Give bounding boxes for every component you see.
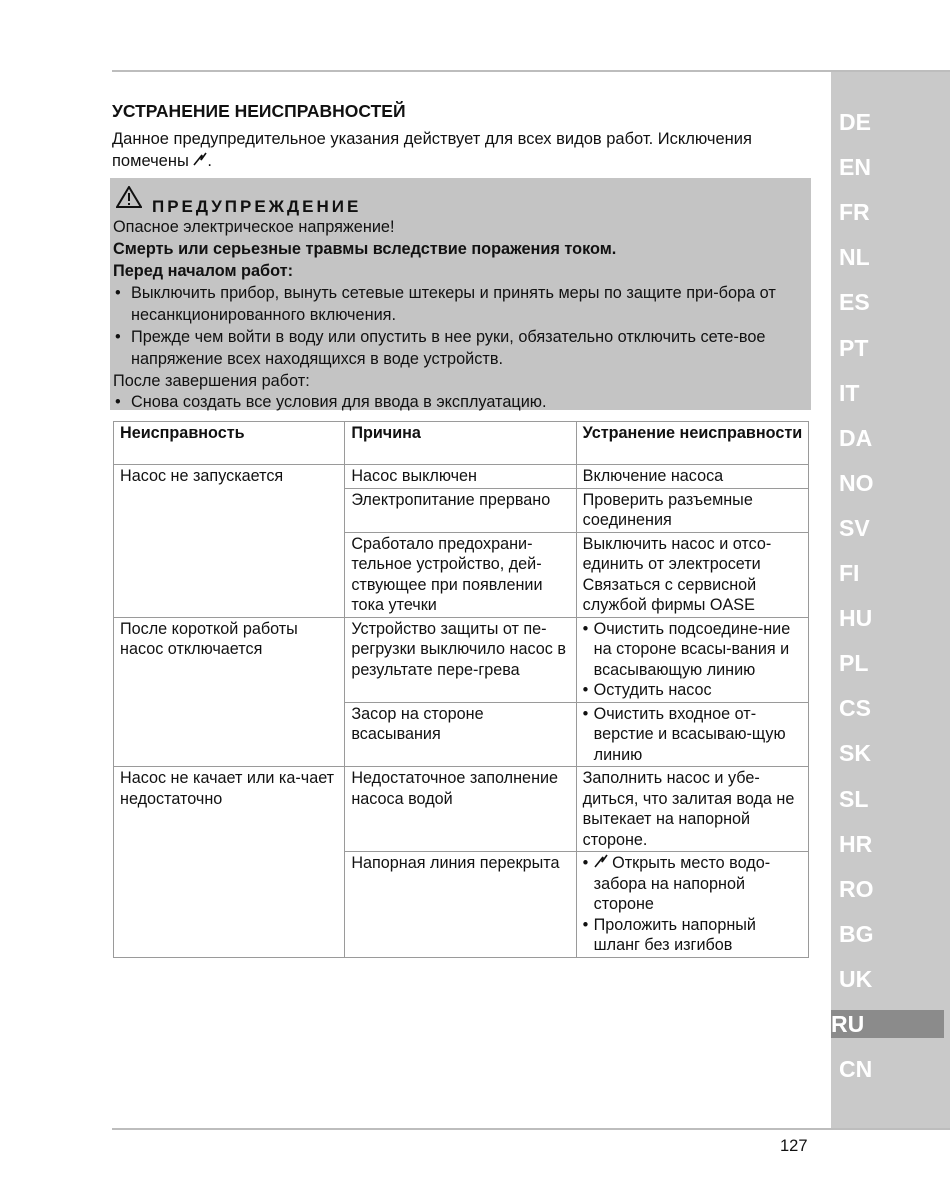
language-tab-pl[interactable]: PL: [839, 650, 869, 677]
language-tab-ru[interactable]: RU: [831, 1010, 944, 1038]
cause-cell: Электропитание прервано: [345, 488, 576, 532]
language-tab-bg[interactable]: BG: [839, 920, 874, 947]
language-tab-fr[interactable]: FR: [839, 199, 870, 226]
bullet-dot: •: [115, 328, 121, 346]
warning-line-2: Смерть или серьезные травмы вследствие поражения током.: [113, 240, 617, 258]
warning-bullet-2-text: Прежде чем войти в воду или опустить в нее руки, обязательно отключить сете-вое напряжение всех находящихся в воде устройств.: [131, 328, 766, 368]
remedy-bullet: • Очистить входное от-верстие и всасываю-щую линию: [582, 704, 786, 764]
cause-cell: Засор на стороне всасывания: [345, 702, 576, 767]
language-tab-it[interactable]: IT: [839, 379, 860, 406]
page-number: 127: [780, 1137, 808, 1155]
page-title: УСТРАНЕНИЕ НЕИСПРАВНОСТЕЙ: [112, 101, 406, 121]
remedy-cell: [576, 617, 808, 702]
table-row: [114, 767, 809, 852]
language-tab-sv[interactable]: SV: [839, 514, 870, 541]
header-fault: Неисправность: [114, 422, 345, 465]
language-tab-en[interactable]: EN: [839, 154, 871, 181]
language-tab-cs[interactable]: CS: [839, 695, 871, 722]
language-tab-da[interactable]: DA: [839, 424, 873, 451]
warning-bullet-3-text: Снова создать все условия для ввода в эксплуатацию.: [131, 393, 547, 411]
language-tab-sl[interactable]: SL: [839, 785, 869, 812]
lightning-exception-icon: [594, 853, 608, 874]
troubleshooting-table: [113, 421, 809, 958]
table-row: [114, 617, 809, 702]
cause-cell: Недостаточное заполнение насоса водой: [345, 767, 576, 852]
language-tab-nl[interactable]: NL: [839, 244, 870, 271]
warning-line-3: Перед началом работ:: [113, 262, 294, 280]
language-tab-ro[interactable]: RO: [839, 875, 874, 902]
remedy-text: Связаться с сервисной службой фирмы OASE: [582, 575, 757, 614]
language-tab-hu[interactable]: HU: [839, 605, 873, 632]
bullet-dot: •: [115, 284, 121, 302]
warning-bullet-2: [113, 326, 803, 370]
warning-line-4: После завершения работ:: [113, 372, 310, 390]
remedy-cell: Заполнить насос и убе-диться, что залитая вода не вытекает на напорной стороне.: [576, 767, 808, 852]
warning-line-1: Опасное электрическое напряжение!: [113, 218, 395, 236]
language-tab-uk[interactable]: UK: [839, 965, 873, 992]
table-row: [114, 465, 809, 489]
warning-triangle-icon: [116, 186, 142, 208]
remedy-text: Выключить насос и отсо-единить от электросети: [582, 534, 772, 573]
language-tab-sk[interactable]: SK: [839, 740, 871, 767]
language-tab-de[interactable]: DE: [839, 109, 871, 135]
language-tab-hr[interactable]: HR: [839, 830, 873, 857]
warning-bullet-3: [113, 391, 803, 413]
remedy-bullet: • Очистить подсоедине-ние на стороне всасы-вания и всасывающую линию: [582, 619, 791, 679]
intro-paragraph: [112, 128, 827, 172]
bullet-dot: •: [115, 393, 121, 411]
top-rule: [112, 70, 950, 72]
header-cause: Причина: [345, 422, 576, 465]
remedy-cell: [576, 532, 808, 617]
fault-cell: Насос не запускается: [114, 465, 345, 618]
intro-end: .: [207, 152, 213, 170]
cause-cell: Напорная линия перекрыта: [345, 852, 576, 958]
language-tab-cn[interactable]: CN: [839, 1056, 873, 1083]
language-tab-pt[interactable]: PT: [839, 334, 869, 361]
table-header-row: [114, 422, 809, 465]
cause-cell: Устройство защиты от пе-регрузки выключило насос в результате пере-грева: [345, 617, 576, 702]
fault-cell: Насос не качает или ка-чает недостаточно: [114, 767, 345, 958]
remedy-bullet: • Открыть место водо-забора на напорной стороне: [582, 854, 771, 913]
fault-cell: После короткой работы насос отключается: [114, 617, 345, 767]
remedy-cell: Проверить разъемные соединения: [576, 488, 808, 532]
lightning-exception-icon: [193, 150, 207, 172]
cause-cell: Сработало предохрани-тельное устройство, дей-ствующее при появлении тока утечки: [345, 532, 576, 617]
remedy-cell: Включение насоса: [576, 465, 808, 489]
warning-heading: ПРЕДУПРЕЖДЕНИЕ: [152, 197, 362, 216]
header-remedy: Устранение неисправности: [576, 422, 808, 465]
remedy-bullet: • Проложить напорный шланг без изгибов: [582, 915, 756, 954]
cause-cell: Насос выключен: [345, 465, 576, 489]
intro-text: Данное предупредительное указания действует для всех видов работ. Исключения помечены: [112, 130, 752, 170]
remedy-bullet: • Остудить насос: [582, 681, 712, 699]
bottom-rule: [112, 1128, 950, 1130]
remedy-cell: [576, 702, 808, 767]
warning-bullet-1-text: Выключить прибор, вынуть сетевые штекеры и принять меры по защите при-бора от несанкционированного включения.: [131, 284, 776, 324]
language-tab-es[interactable]: ES: [839, 289, 870, 316]
language-tab-no[interactable]: NO: [839, 469, 874, 496]
remedy-cell: [576, 852, 808, 958]
language-tab-fi[interactable]: FI: [839, 560, 860, 586]
warning-bullet-1: [113, 282, 803, 326]
